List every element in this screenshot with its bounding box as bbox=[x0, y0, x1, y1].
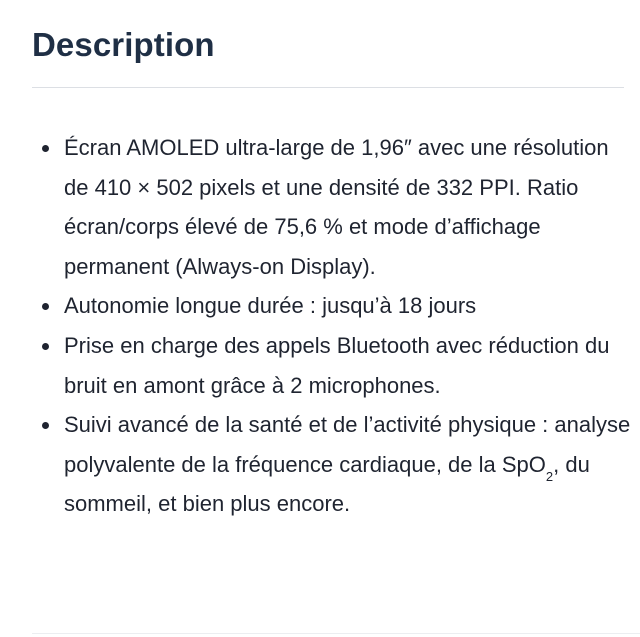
feature-item-display bbox=[32, 128, 636, 286]
feature-text: Autonomie longue durée : jusqu’à 18 jours bbox=[64, 293, 477, 319]
feature-item-battery bbox=[32, 286, 636, 326]
feature-text-start: Suivi avancé de la santé et de l’activité physique : analyse polyvalente de la fréquence cardiaque, de la SpO bbox=[64, 412, 631, 477]
feature-text: Prise en charge des appels Bluetooth avec réduction du bruit en amont grâce à 2 microphones. bbox=[64, 332, 610, 398]
feature-item-health bbox=[32, 405, 636, 524]
description-section bbox=[32, 0, 640, 637]
feature-text-end: , du sommeil, et bien plus encore. bbox=[64, 451, 590, 517]
bottom-divider bbox=[32, 633, 640, 634]
bullet-icon bbox=[42, 303, 49, 310]
feature-item-calls bbox=[32, 326, 636, 405]
bullet-icon bbox=[42, 145, 49, 152]
bullet-icon bbox=[42, 422, 49, 429]
feature-text: Écran AMOLED ultra-large de 1,96″ avec une résolution de 410 × 502 pixels et une densité de 332 PPI. Ratio écran/corps élevé de 75,6 % et mode d’affichage permanent (Always-on Display). bbox=[64, 135, 609, 279]
title-divider bbox=[32, 87, 624, 88]
feature-list bbox=[32, 128, 636, 524]
bullet-icon bbox=[42, 343, 49, 350]
section-title: Description bbox=[32, 26, 215, 63]
subscript-text: 2 bbox=[545, 468, 554, 484]
